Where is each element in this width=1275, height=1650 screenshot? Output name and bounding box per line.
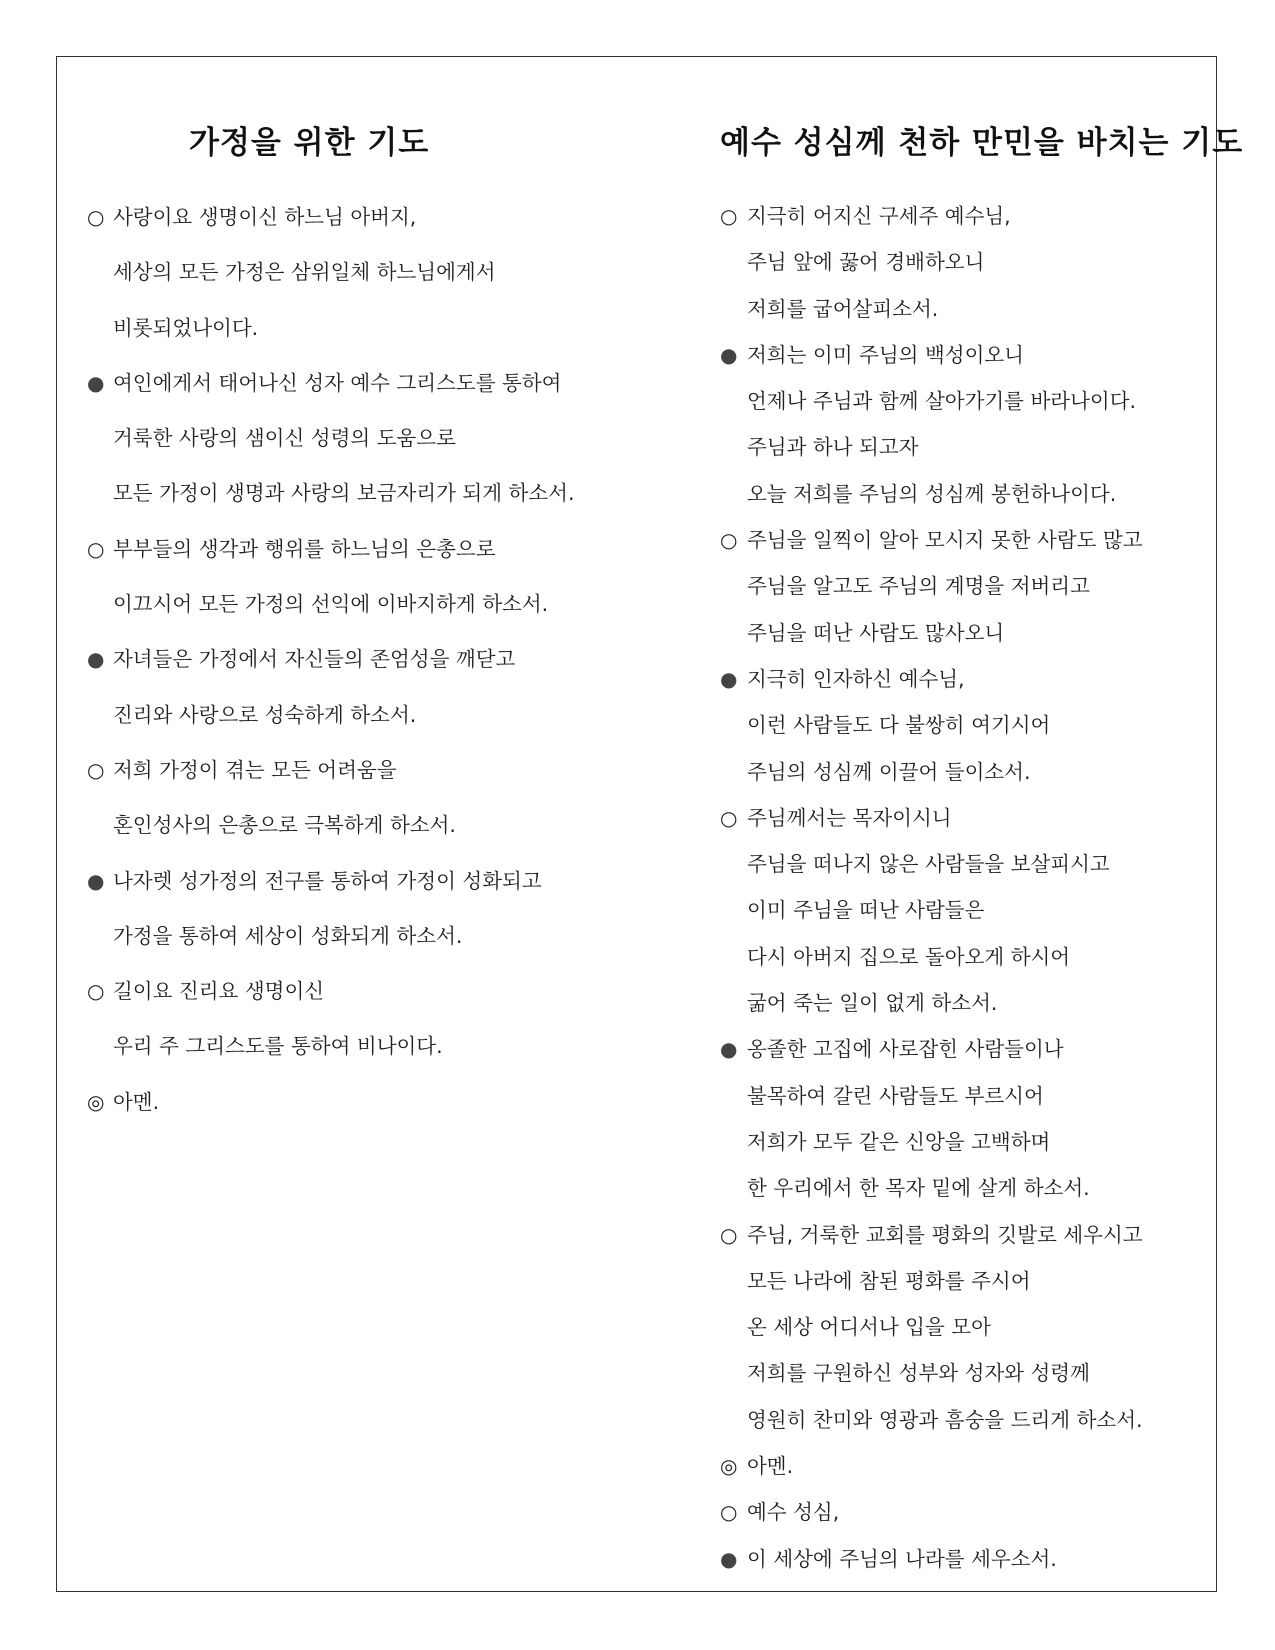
line-text: 주님 앞에 꿇어 경배하오니	[747, 250, 985, 275]
prayer-line	[720, 1489, 1143, 1535]
line-text: 영원히 찬미와 영광과 흠숭을 드리게 하소서.	[747, 1407, 1143, 1432]
line-text: 주님을 떠난 사람도 많사오니	[747, 620, 1005, 645]
line-text: 불목하여 갈린 사람들도 부르시어	[747, 1083, 1044, 1108]
line-text: 옹졸한 고집에 사로잡힌 사람들이나	[747, 1037, 1064, 1062]
line-text: 다시 아버지 집으로 돌아오게 하시어	[747, 944, 1071, 969]
prayer-line	[87, 411, 574, 466]
prayer-line	[720, 563, 1143, 609]
line-text: 모든 가정이 생명과 사랑의 보금자리가 되게 하소서.	[113, 481, 575, 506]
prayer-line	[87, 1019, 574, 1074]
prayer-line	[720, 1212, 1143, 1258]
prayer-line	[720, 286, 1143, 332]
line-text: 주님과 하나 되고자	[747, 435, 919, 460]
line-text: 모든 나라에 참된 평화를 주시어	[747, 1268, 1031, 1293]
line-text: 주님을 떠나지 않은 사람들을 보살피시고	[747, 852, 1110, 877]
line-text: 주님을 알고도 주님의 계명을 저버리고	[747, 574, 1090, 599]
family-prayer-title: 가정을 위한 기도	[189, 125, 430, 161]
prayer-line	[720, 656, 1143, 702]
prayer-line	[720, 749, 1143, 795]
prayer-line	[720, 332, 1143, 378]
line-text: 아멘.	[747, 1454, 794, 1479]
line-marker: ○	[720, 204, 738, 228]
line-text: 아멘.	[113, 1089, 160, 1114]
sacred-heart-prayer-title: 예수 성심께 천하 만민을 바치는 기도	[720, 125, 1244, 161]
prayer-line	[720, 980, 1143, 1026]
line-text: 부부들의 생각과 행위를 하느님의 은총으로	[113, 536, 496, 561]
line-text: 이 세상에 주님의 나라를 세우소서.	[747, 1546, 1057, 1571]
line-text: 자녀들은 가정에서 자신들의 존엄성을 깨닫고	[113, 647, 516, 672]
line-text: 거룩한 사랑의 샘이신 성령의 도움으로	[113, 426, 456, 451]
line-text: 세상의 모든 가정은 삼위일체 하느님에게서	[113, 260, 496, 285]
line-marker: ●	[87, 868, 105, 893]
prayer-line	[720, 610, 1143, 656]
line-marker: ○	[87, 205, 105, 229]
line-text: 저희가 모두 같은 신앙을 고백하며	[747, 1129, 1051, 1154]
line-text: 굶어 죽는 일이 없게 하소서.	[747, 991, 998, 1016]
prayer-line	[720, 795, 1143, 841]
line-text: 오늘 저희를 주님의 성심께 봉헌하나이다.	[747, 481, 1117, 506]
prayer-line	[720, 1443, 1143, 1489]
line-text: 여인에게서 태어나신 성자 예수 그리스도를 통하여	[113, 370, 562, 395]
sacred-heart-prayer-lines	[720, 193, 1143, 1582]
prayer-line	[87, 356, 574, 411]
line-text: 사랑이요 생명이신 하느님 아버지,	[113, 205, 417, 229]
line-text: 이끄시어 모든 가정의 선익에 이바지하게 하소서.	[113, 592, 549, 617]
line-marker: ●	[720, 666, 738, 691]
line-marker: ●	[720, 342, 738, 367]
prayer-line	[720, 471, 1143, 517]
prayer-line	[87, 798, 574, 853]
prayer-line	[720, 1073, 1143, 1119]
prayer-line	[720, 424, 1143, 470]
line-marker: ○	[87, 757, 105, 782]
prayer-line	[720, 1304, 1143, 1350]
prayer-line	[87, 854, 574, 909]
prayer-line	[720, 239, 1143, 285]
prayer-line	[720, 193, 1143, 239]
prayer-line	[720, 517, 1143, 563]
line-text: 한 우리에서 한 목자 밑에 살게 하소서.	[747, 1176, 1090, 1201]
line-text: 비롯되었나이다.	[113, 315, 259, 340]
prayer-line	[87, 522, 574, 577]
prayer-line	[87, 964, 574, 1019]
prayer-line	[87, 301, 574, 356]
line-text: 주님, 거룩한 교회를 평화의 깃발로 세우시고	[747, 1222, 1143, 1247]
page-frame	[56, 56, 1244, 1592]
line-text: 가정을 통하여 세상이 성화되게 하소서.	[113, 923, 463, 948]
line-text: 지극히 인자하신 예수님,	[747, 666, 965, 691]
line-text: 주님의 성심께 이끌어 들이소서.	[747, 759, 1031, 784]
line-text: 우리 주 그리스도를 통하여 비나이다.	[113, 1034, 443, 1059]
prayer-line	[720, 702, 1143, 748]
line-text: 이런 사람들도 다 불쌍히 여기시어	[747, 713, 1051, 738]
prayer-line	[87, 190, 574, 245]
prayer-line	[720, 1258, 1143, 1304]
prayer-line	[720, 1165, 1143, 1211]
line-marker: ◎	[87, 1089, 105, 1114]
line-text: 혼인성사의 은총으로 극복하게 하소서.	[113, 813, 456, 838]
line-marker: ◎	[720, 1454, 738, 1479]
line-text: 지극히 어지신 구세주 예수님,	[747, 204, 1011, 228]
prayer-line	[87, 688, 574, 743]
prayer-line	[720, 1397, 1143, 1443]
prayer-line	[720, 1119, 1143, 1165]
line-marker: ●	[87, 647, 105, 672]
line-marker: ○	[720, 805, 738, 830]
line-marker: ○	[720, 1500, 738, 1525]
line-text: 주님께서는 목자이시니	[747, 805, 952, 830]
prayer-line	[87, 909, 574, 964]
line-text: 진리와 사랑으로 성숙하게 하소서.	[113, 702, 417, 727]
line-text: 나자렛 성가정의 전구를 통하여 가정이 성화되고	[113, 868, 542, 893]
prayer-line	[720, 1350, 1143, 1396]
line-marker: ○	[87, 979, 105, 1004]
line-text: 길이요 진리요 생명이신	[113, 979, 325, 1004]
prayer-line	[720, 887, 1143, 933]
line-marker: ●	[720, 1037, 738, 1062]
line-marker: ○	[87, 536, 105, 561]
prayer-line	[87, 245, 574, 300]
line-text: 저희는 이미 주님의 백성이오니	[747, 342, 1024, 367]
line-marker: ○	[720, 1222, 738, 1247]
line-marker: ●	[87, 370, 105, 395]
prayer-line	[87, 466, 574, 521]
line-text: 예수 성심,	[747, 1500, 840, 1525]
prayer-line	[720, 1536, 1143, 1582]
prayer-line	[87, 577, 574, 632]
prayer-line	[87, 1075, 574, 1130]
line-marker: ○	[720, 528, 738, 553]
line-text: 주님을 일찍이 알아 모시지 못한 사람도 많고	[747, 528, 1143, 553]
line-text: 저희를 굽어살피소서.	[747, 296, 939, 321]
line-text: 이미 주님을 떠난 사람들은	[747, 898, 985, 923]
prayer-line	[720, 934, 1143, 980]
line-marker: ●	[720, 1546, 738, 1571]
family-prayer-lines	[87, 190, 574, 1130]
prayer-line	[720, 378, 1143, 424]
line-text: 온 세상 어디서나 입을 모아	[747, 1315, 991, 1340]
prayer-line	[87, 743, 574, 798]
prayer-line	[720, 841, 1143, 887]
line-text: 언제나 주님과 함께 살아가기를 바라나이다.	[747, 389, 1137, 414]
line-text: 저희를 구원하신 성부와 성자와 성령께	[747, 1361, 1090, 1386]
line-text: 저희 가정이 겪는 모든 어려움을	[113, 757, 397, 782]
prayer-line	[87, 632, 574, 687]
prayer-line	[720, 1026, 1143, 1072]
